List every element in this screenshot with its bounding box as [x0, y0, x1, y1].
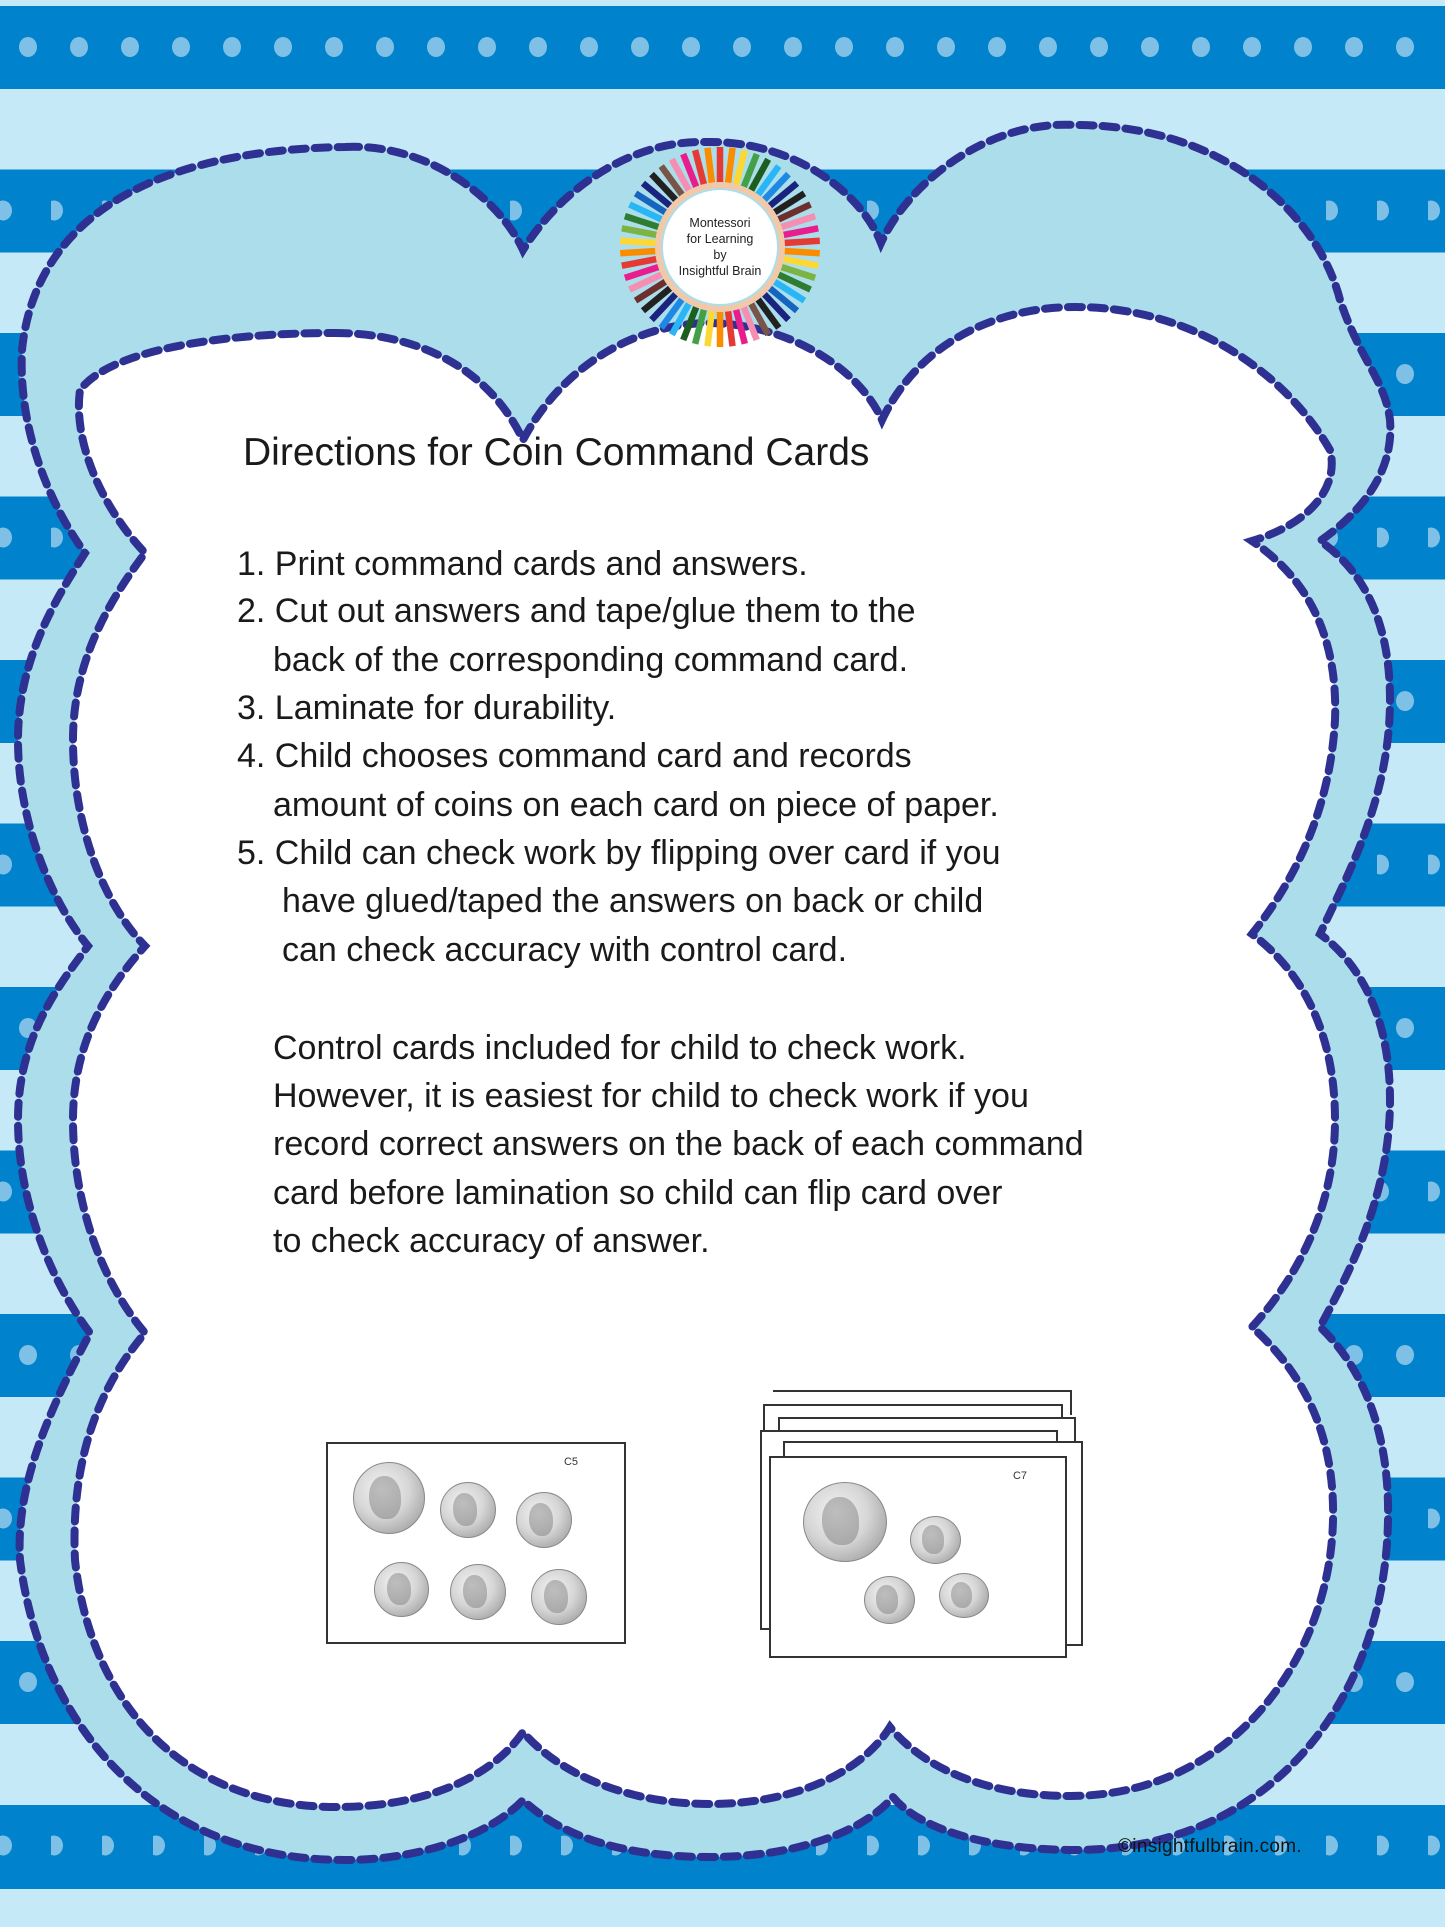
card-label: C7 — [1012, 1470, 1027, 1482]
stacked-card-edge — [1070, 1390, 1072, 1415]
logo-line: for Learning — [686, 232, 754, 246]
logo-line: Montessori — [689, 216, 751, 230]
step-4: 4. Child chooses command card and records — [237, 737, 912, 775]
card-label: C5 — [563, 1456, 578, 1468]
step-5-continued: can check accuracy with control card. — [282, 931, 848, 969]
sample-command-card-c7 — [769, 1456, 1067, 1658]
step-5: 5. Child can check work by flipping over card if you — [237, 834, 1001, 872]
note-line: card before lamination so child can flip card over — [273, 1174, 1003, 1212]
page-title: Directions for Coin Command Cards — [243, 431, 870, 474]
step-3: 3. Laminate for durability. — [237, 689, 617, 727]
dime-back-coin-icon — [864, 1576, 915, 1624]
nickel-coin-icon — [450, 1564, 506, 1620]
copyright-footer: ©insightfulbrain.com. — [1118, 1836, 1302, 1857]
step-4-continued: amount of coins on each card on piece of paper. — [273, 786, 999, 824]
logo-text — [615, 142, 825, 352]
half-dollar-coin-icon — [803, 1482, 887, 1562]
logo-line: by — [713, 248, 727, 262]
nickel-coin-icon — [516, 1492, 572, 1548]
step-5-continued: have glued/taped the answers on back or child — [282, 882, 984, 920]
logo-line: Insightful Brain — [678, 264, 762, 278]
montessori-logo — [615, 142, 825, 352]
sample-command-card-c5 — [326, 1442, 626, 1644]
nickel-coin-icon — [531, 1569, 587, 1625]
step-1: 1. Print command cards and answers. — [237, 545, 808, 583]
quarter-coin-icon — [353, 1462, 425, 1534]
dime-coin-icon — [939, 1573, 989, 1618]
note-line: to check accuracy of answer. — [273, 1222, 710, 1260]
step-2-continued: back of the corresponding command card. — [273, 641, 909, 679]
stacked-card-edge — [773, 1390, 1070, 1392]
nickel-back-coin-icon — [374, 1562, 429, 1617]
dime-back-coin-icon — [910, 1516, 961, 1564]
note-line: However, it is easiest for child to check work if you — [273, 1077, 1029, 1115]
note-line: record correct answers on the back of each command — [273, 1125, 1084, 1163]
nickel-coin-icon — [440, 1482, 496, 1538]
step-2: 2. Cut out answers and tape/glue them to the — [237, 592, 916, 630]
note-line: Control cards included for child to check work. — [273, 1029, 967, 1067]
